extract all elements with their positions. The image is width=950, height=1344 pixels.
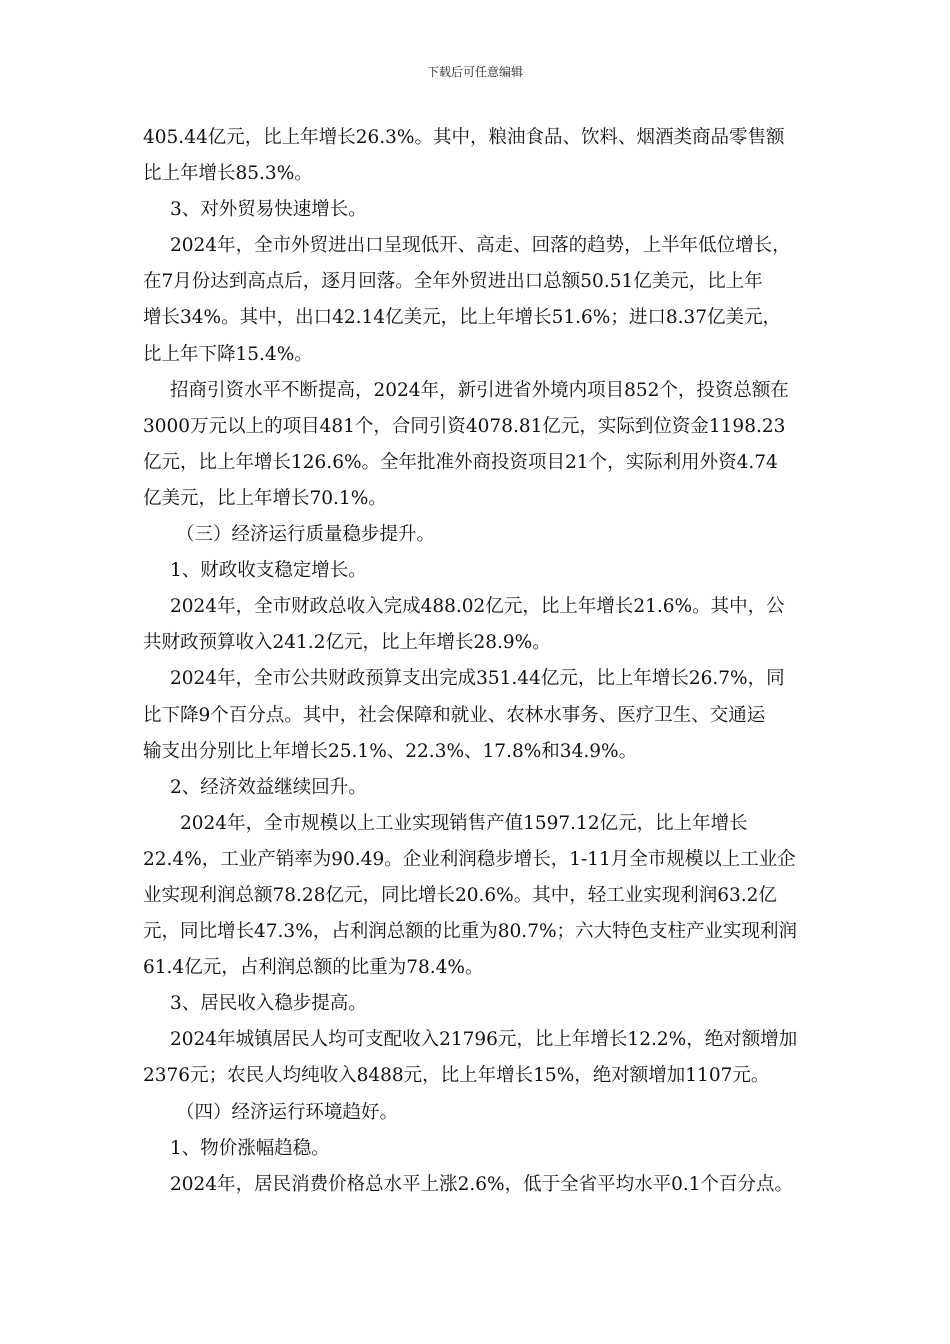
paragraph-line: 2024年，全市规模以上工业实现销售产值1597.12亿元，比上年增长 <box>180 812 748 834</box>
document-body <box>143 120 818 1203</box>
paragraph-line: 2024年，居民消费价格总水平上涨2.6%，低于全省平均水平0.1个百分点。 <box>170 1173 794 1195</box>
paragraph-line: 比下降9个百分点。其中，社会保障和就业、农林水事务、医疗卫生、交通运 <box>143 704 766 726</box>
paragraph-line: 元，同比增长47.3%，占利润总额的比重为80.7%；六大特色支柱产业实现利润 <box>143 921 798 943</box>
paragraph-line: 2376元；农民人均纯收入8488元，比上年增长15%，绝对额增加1107元。 <box>143 1065 770 1087</box>
paragraph-line: 2024年城镇居民人均可支配收入21796元，比上年增长12.2%，绝对额增加 <box>170 1029 798 1051</box>
paragraph-line: 在7月份达到高点后，逐月回落。全年外贸进出口总额50.51亿美元，比上年 <box>143 271 763 293</box>
paragraph-line: 比上年增长85.3%。 <box>143 163 313 185</box>
paragraph-line: 61.4亿元，占利润总额的比重为78.4%。 <box>143 957 484 979</box>
paragraph-line: 增长34%。其中，出口42.14亿美元，比上年增长51.6%；进口8.37亿美元， <box>143 307 782 329</box>
section-heading: 1、物价涨幅趋稳。 <box>170 1137 330 1159</box>
section-heading: （四）经济运行环境趋好。 <box>176 1101 399 1123</box>
paragraph-line: 业实现利润总额78.28亿元，同比增长20.6%。其中，轻工业实现利润63.2亿 <box>143 884 777 906</box>
section-heading: 3、居民收入稳步提高。 <box>170 993 367 1015</box>
paragraph-line: 比上年下降15.4%。 <box>143 343 313 365</box>
paragraph-line: 共财政预算收入241.2亿元，比上年增长28.9%。 <box>143 632 551 654</box>
paragraph-line: 输支出分别比上年增长25.1%、22.3%、17.8%和34.9%。 <box>143 740 638 762</box>
section-heading: （三）经济运行质量稳步提升。 <box>176 524 436 546</box>
paragraph-line: 3000万元以上的项目481个，合同引资4078.81亿元，实际到位资金1198.23 <box>143 415 786 437</box>
paragraph-line: 2024年，全市财政总收入完成488.02亿元，比上年增长21.6%。其中，公 <box>170 596 785 618</box>
section-heading: 3、对外贸易快速增长。 <box>170 199 367 221</box>
paragraph-line: 亿元，比上年增长126.6%。全年批准外商投资项目21个，实际利用外资4.74 <box>143 451 778 473</box>
section-heading: 1、财政收支稳定增长。 <box>170 560 367 582</box>
section-heading: 2、经济效益继续回升。 <box>170 776 367 798</box>
paragraph-line: 亿美元，比上年增长70.1%。 <box>143 487 387 509</box>
paragraph-line: 2024年，全市外贸进出口呈现低开、高走、回落的趋势，上半年低位增长， <box>170 235 791 257</box>
page-header: 下载后可任意编辑 <box>426 65 523 79</box>
paragraph-line: 2024年，全市公共财政预算支出完成351.44亿元，比上年增长26.7%，同 <box>170 668 785 690</box>
paragraph-line: 405.44亿元，比上年增长26.3%。其中，粮油食品、饮料、烟酒类商品零售额 <box>143 127 785 148</box>
paragraph-line: 22.4%，工业产销率为90.49。企业利润稳步增长，1-11月全市规模以上工业企 <box>143 848 796 870</box>
paragraph-line: 招商引资水平不断提高，2024年，新引进省外境内项目852个，投资总额在 <box>170 379 789 401</box>
